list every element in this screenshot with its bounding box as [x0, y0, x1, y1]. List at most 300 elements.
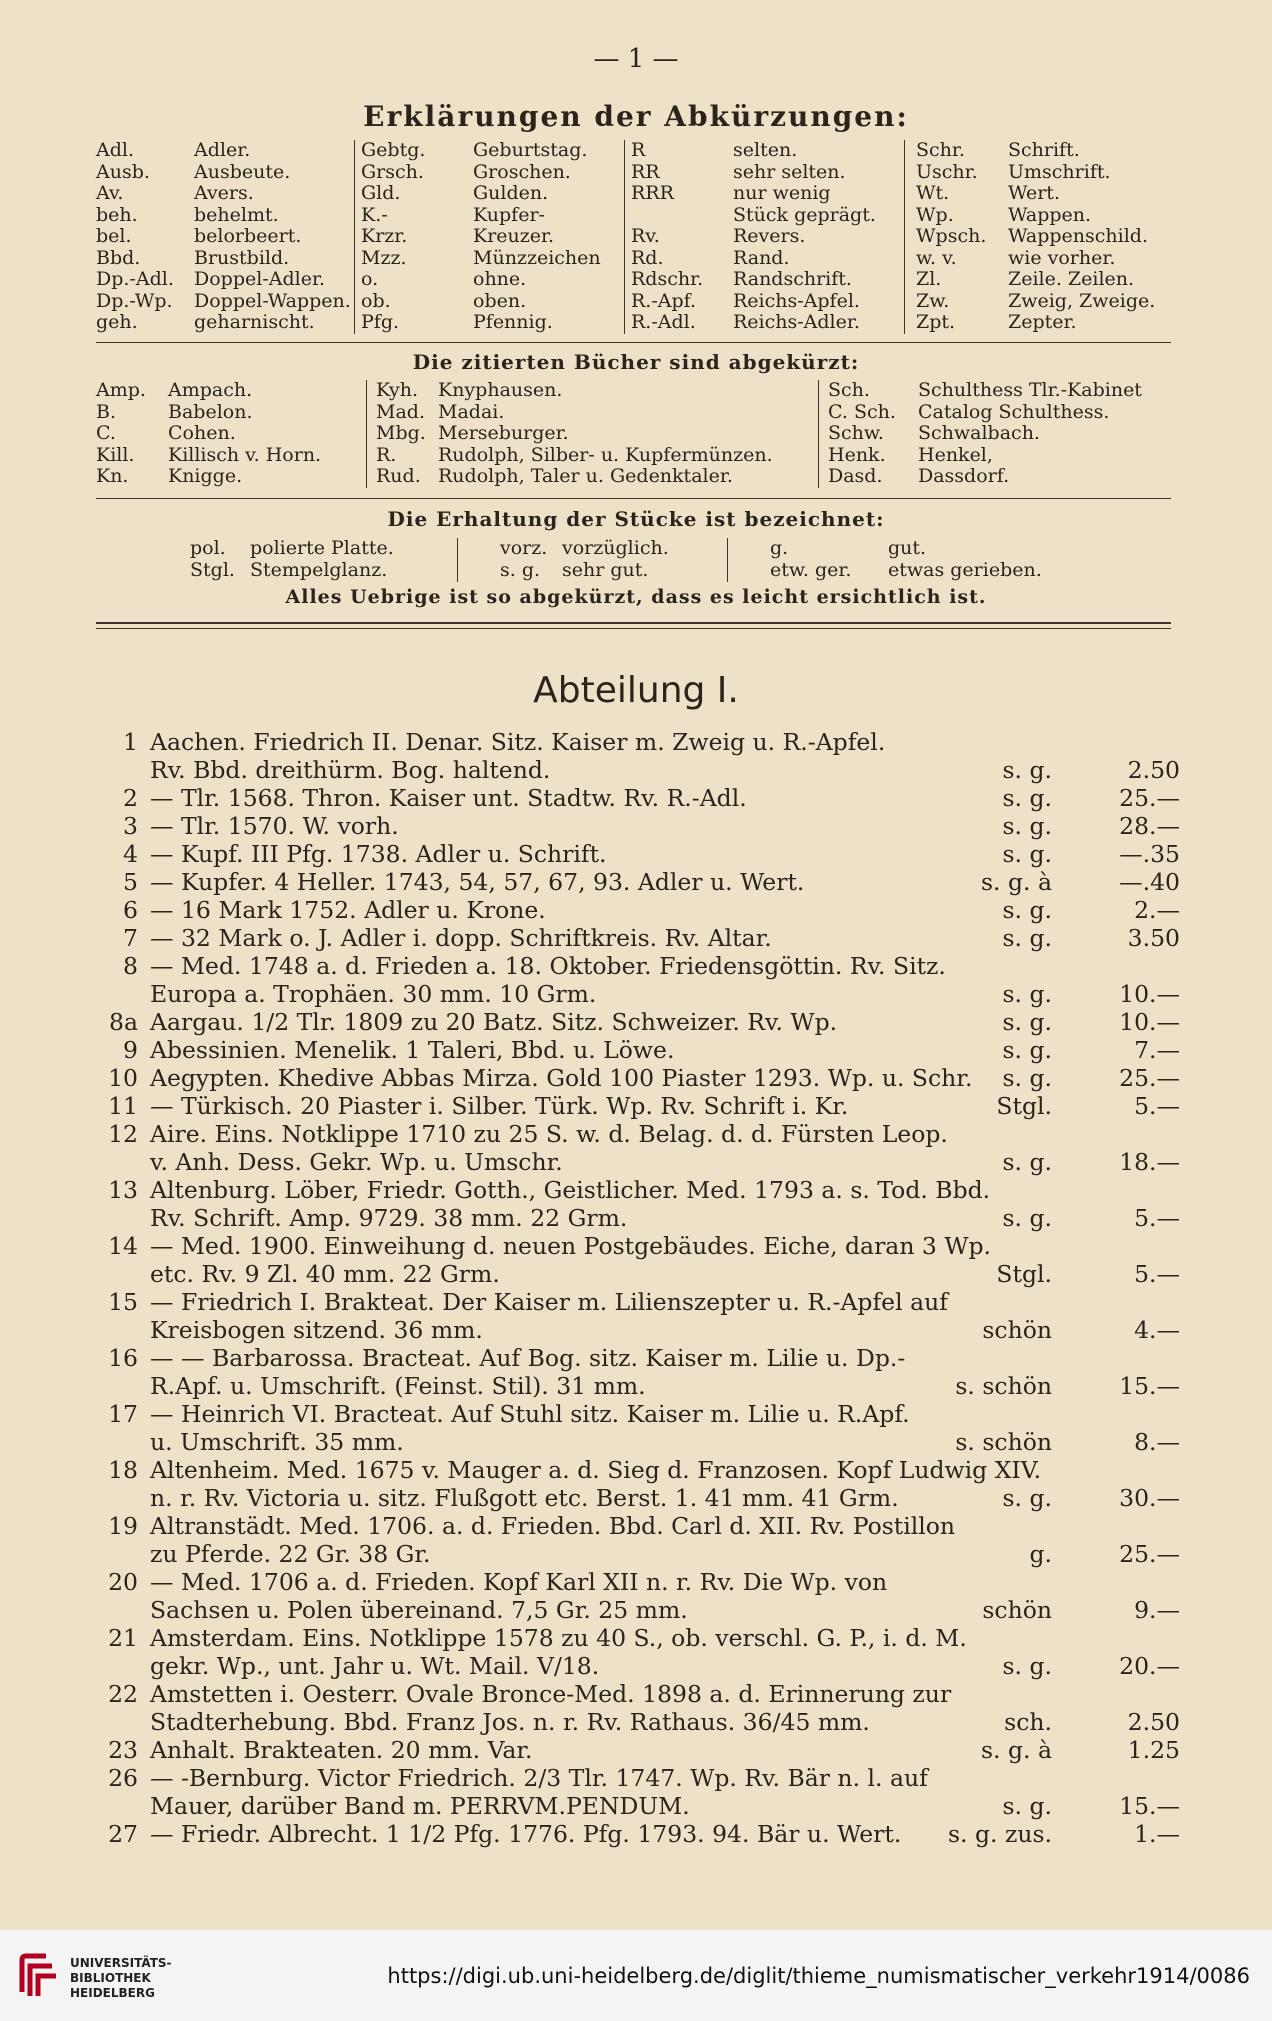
abbreviation: C. Sch. [828, 400, 896, 423]
abbreviation-row [828, 466, 1142, 488]
meaning: gut. [888, 537, 927, 559]
catalog-line [100, 1652, 1180, 1680]
catalog-line [100, 1680, 1180, 1708]
lot-description: Aargau. 1/2 Tlr. 1809 zu 20 Batz. Sitz. Schweizer. Rv. Wp. [150, 1008, 838, 1036]
lot-price: 18.— [1119, 1148, 1180, 1176]
abbreviation-row [96, 445, 321, 467]
lot-number: 8a [109, 1008, 138, 1036]
lot-description: — Friedr. Albrecht. 1 1/2 Pfg. 1776. Pfg. 1793. 94. Bär u. Wert. [150, 1820, 902, 1848]
lot-condition: s. g. [1002, 784, 1052, 812]
lot-description: n. r. Rv. Victoria u. sitz. Flußgott etc. Berst. 1. 41 mm. 41 Grm. [150, 1484, 899, 1512]
lot-number: 18 [108, 1456, 138, 1484]
abbreviation-row [96, 402, 321, 424]
abbreviation: Pfg. [361, 311, 400, 333]
column [631, 140, 876, 334]
abbreviation: pol. [190, 537, 226, 559]
abbreviation-row [916, 312, 1155, 334]
lot-price: 10.— [1119, 1008, 1180, 1036]
abbreviation: geh. [96, 311, 138, 333]
abbreviation: Gld. [361, 182, 401, 204]
abbreviation-row [916, 183, 1155, 205]
catalog-line [100, 1036, 1180, 1064]
lot-condition: s. g. [1002, 840, 1052, 868]
column [190, 538, 394, 581]
lot-number: 7 [123, 924, 138, 952]
column [376, 380, 773, 488]
meaning: Cohen. [168, 422, 236, 444]
abbreviation: o. [361, 268, 379, 290]
abbreviation: beh. [96, 203, 138, 226]
meaning: Randschrift. [733, 268, 852, 290]
catalog-line [100, 1092, 1180, 1120]
catalog-line [100, 952, 1180, 980]
catalog-line [100, 1568, 1180, 1596]
abbreviation-row [96, 162, 351, 184]
abbreviation: Rv. [631, 225, 660, 247]
lot-price: 8.— [1134, 1428, 1180, 1456]
abbreviation-row [828, 445, 1142, 467]
meaning: Zeile. Zeilen. [1008, 268, 1135, 290]
meaning: Knigge. [168, 465, 243, 487]
catalog-line [100, 896, 1180, 924]
meaning: Schulthess Tlr.-Kabinet [918, 379, 1142, 401]
abbreviation: Kn. [96, 465, 129, 487]
column [916, 140, 1155, 334]
abbreviation-row [96, 248, 351, 270]
page-url-link[interactable]: https://digi.ub.uni-heidelberg.de/diglit/thieme_numismatischer_verkehr1914/0086 [387, 1964, 1250, 1988]
column-separator [818, 380, 819, 488]
divider [96, 342, 1171, 343]
abbreviation: bel. [96, 225, 132, 247]
catalog-line [100, 1232, 1180, 1260]
catalog-line [100, 1596, 1180, 1624]
catalog-line [100, 1204, 1180, 1232]
abbreviation: Stgl. [190, 558, 235, 581]
lot-price: 7.— [1134, 1036, 1180, 1064]
abbreviation: Dp.-Wp. [96, 289, 173, 312]
abbreviation-row [190, 560, 394, 582]
abbreviation: Henk. [828, 443, 886, 466]
lot-condition: sch. [1004, 1708, 1052, 1736]
catalog-line [100, 980, 1180, 1008]
lot-condition: Stgl. [996, 1260, 1052, 1288]
lot-description: — -Bernburg. Victor Friedrich. 2/3 Tlr. 1747. Wp. Rv. Bär n. l. auf [150, 1764, 928, 1792]
lot-price: 15.— [1119, 1792, 1180, 1820]
meaning: Wappenschild. [1008, 225, 1148, 247]
catalog-line [100, 1344, 1180, 1372]
abbreviation-row [96, 291, 351, 313]
catalog-line [100, 1260, 1180, 1288]
catalog-line [100, 1428, 1180, 1456]
catalog-line [100, 1456, 1180, 1484]
lot-condition: Stgl. [996, 1092, 1052, 1120]
catalog-line [100, 756, 1180, 784]
lot-price: 10.— [1119, 980, 1180, 1008]
abbreviation: ob. [361, 289, 391, 312]
lot-condition: s. g. [1002, 756, 1052, 784]
lot-condition: g. [1029, 1540, 1052, 1568]
abbreviation: w. v. [916, 246, 957, 269]
lot-number: 19 [108, 1512, 138, 1540]
meaning: Killisch v. Horn. [168, 443, 322, 466]
divider [96, 498, 1171, 499]
lot-description: — 32 Mark o. J. Adler i. dopp. Schriftkreis. Rv. Altar. [150, 924, 772, 952]
lot-number: 2 [123, 784, 138, 812]
rest-note: Alles Uebrige ist so abgekürzt, dass es leicht ersichtlich ist. [285, 586, 987, 608]
meaning: Knyphausen. [438, 379, 563, 401]
catalog-line [100, 1736, 1180, 1764]
abbreviation: Mbg. [376, 422, 426, 444]
lot-condition: s. schön [955, 1372, 1052, 1400]
catalog-line [100, 1288, 1180, 1316]
meaning: nur wenig [733, 182, 831, 204]
catalog-line [100, 924, 1180, 952]
meaning: Reichs-Adler. [733, 311, 860, 333]
abbreviation-row [631, 183, 876, 205]
abbreviation-row [361, 291, 601, 313]
abbreviation: Amp. [96, 379, 146, 401]
catalog-line [100, 1540, 1180, 1568]
lot-price: 4.— [1134, 1316, 1180, 1344]
catalog-line [100, 1764, 1180, 1792]
abbreviation: Bbd. [96, 246, 141, 269]
abbreviation: RRR [631, 182, 674, 204]
column-separator [366, 380, 367, 488]
abbreviation: R [631, 139, 646, 161]
abbreviation: Kill. [96, 443, 135, 466]
lot-description: — Med. 1748 a. d. Frieden a. 18. Oktober. Friedensgöttin. Rv. Sitz. [150, 952, 946, 980]
meaning: Doppel-Adler. [194, 268, 325, 290]
lot-condition: s. g. [1002, 812, 1052, 840]
catalog-line [100, 1148, 1180, 1176]
abbreviation-row [361, 226, 601, 248]
lot-description: Altranstädt. Med. 1706. a. d. Frieden. Bbd. Carl d. XII. Rv. Postillon [150, 1512, 956, 1540]
lot-price: 5.— [1134, 1260, 1180, 1288]
lot-description: — Kupfer. 4 Heller. 1743, 54, 57, 67, 93. Adler u. Wert. [150, 868, 805, 896]
lot-number: 23 [108, 1736, 138, 1764]
lot-description: Sachsen u. Polen übereinand. 7,5 Gr. 25 mm. [150, 1596, 688, 1624]
column [361, 140, 601, 334]
lot-price: 30.— [1119, 1484, 1180, 1512]
abbreviation-row [916, 226, 1155, 248]
lot-description: — Med. 1706 a. d. Frieden. Kopf Karl XII n. r. Rv. Die Wp. von [150, 1568, 888, 1596]
lot-condition: s. g. [1002, 896, 1052, 924]
abbreviation: R.-Adl. [631, 311, 696, 333]
meaning: vorzüglich. [562, 537, 669, 559]
lot-description: — — Barbarossa. Bracteat. Auf Bog. sitz. Kaiser m. Lilie u. Dp.- [150, 1344, 906, 1372]
abbreviation: Mzz. [361, 246, 407, 269]
abbreviation-row [828, 380, 1142, 402]
abbreviation: Av. [96, 182, 124, 204]
lot-description: zu Pferde. 22 Gr. 38 Gr. [150, 1540, 431, 1568]
abbreviation-row [361, 248, 601, 270]
meaning: Kupfer- [473, 203, 545, 226]
abbreviation-row [916, 248, 1155, 270]
column [828, 380, 1142, 488]
abbreviation: Kyh. [376, 379, 418, 401]
abbreviation-row [361, 183, 601, 205]
abbreviation-row [376, 466, 773, 488]
abbreviation: Sch. [828, 379, 870, 401]
column-separator [354, 140, 355, 334]
lot-description: Europa a. Trophäen. 30 mm. 10 Grm. [150, 980, 597, 1008]
library-logo-icon [16, 1952, 60, 2000]
lot-number: 12 [108, 1120, 138, 1148]
abbreviation-row [631, 291, 876, 313]
catalog-line [100, 1176, 1180, 1204]
lot-description: gekr. Wp., unt. Jahr u. Wt. Mail. V/18. [150, 1652, 600, 1680]
lot-number: 5 [123, 868, 138, 896]
lot-description: Rv. Bbd. dreithürm. Bog. haltend. [150, 756, 551, 784]
abbreviation: Zw. [916, 289, 950, 312]
meaning: wie vorher. [1008, 246, 1116, 269]
meaning: Zepter. [1008, 311, 1077, 333]
lot-condition: s. g. [1002, 1148, 1052, 1176]
lot-description: v. Anh. Dess. Gekr. Wp. u. Umschr. [150, 1148, 563, 1176]
meaning: Schwalbach. [918, 422, 1040, 444]
lot-description: Altenheim. Med. 1675 v. Mauger a. d. Sieg d. Franzosen. Kopf Ludwig XIV. [150, 1456, 1042, 1484]
lot-price: 5.— [1134, 1204, 1180, 1232]
abbreviation-row [376, 423, 773, 445]
abbreviation-row [96, 183, 351, 205]
catalog-line [100, 1400, 1180, 1428]
abbreviation: Adl. [96, 139, 134, 161]
abbreviation: R.-Apf. [631, 289, 697, 312]
meaning: Henkel, [918, 443, 993, 466]
abbreviation: Wp. [916, 203, 954, 226]
abbreviation: g. [770, 537, 789, 559]
lot-number: 6 [123, 896, 138, 924]
meaning: Schrift. [1008, 139, 1080, 161]
lot-price: 15.— [1119, 1372, 1180, 1400]
meaning: Pfennig. [473, 311, 553, 333]
lot-description: Abessinien. Menelik. 1 Taleri, Bbd. u. Löwe. [150, 1036, 675, 1064]
abbreviation-row [96, 140, 351, 162]
abbreviation-row [190, 538, 394, 560]
lot-number: 21 [108, 1624, 138, 1652]
lot-description: — Tlr. 1570. W. vorh. [150, 812, 399, 840]
abbreviation-row [96, 312, 351, 334]
abbreviation: etw. ger. [770, 558, 852, 581]
section-title: Abteilung I. [533, 670, 739, 711]
abbreviation: RR [631, 160, 660, 183]
meaning: Geburtstag. [473, 139, 588, 161]
abbreviation: Gebtg. [361, 139, 426, 161]
meaning: Revers. [733, 225, 806, 247]
lot-condition: s. schön [955, 1428, 1052, 1456]
lot-number: 22 [108, 1680, 138, 1708]
lot-price: 5.— [1134, 1092, 1180, 1120]
lot-condition: schön [982, 1316, 1052, 1344]
condition-heading: Die Erhaltung der Stücke ist bezeichnet: [387, 507, 885, 531]
library-name: UNIVERSITÄTS- BIBLIOTHEK HEIDELBERG [70, 1956, 172, 2000]
abbreviation: C. [96, 422, 116, 444]
meaning: Rudolph, Silber- u. Kupfermünzen. [438, 443, 773, 466]
abbreviation: Rud. [376, 465, 421, 487]
abbreviation: Zpt. [916, 311, 956, 333]
lot-condition: s. g. à [981, 868, 1052, 896]
abbreviation-row [631, 312, 876, 334]
lot-number: 26 [108, 1764, 138, 1792]
abbreviation-row [916, 205, 1155, 227]
lot-number: 10 [108, 1064, 138, 1092]
lot-condition: s. g. à [981, 1736, 1052, 1764]
column [770, 538, 1042, 581]
abbreviation-row [828, 423, 1142, 445]
abbreviation-row [96, 205, 351, 227]
catalog-line [100, 1316, 1180, 1344]
lot-condition: s. g. [1002, 1008, 1052, 1036]
meaning: Wert. [1008, 182, 1060, 204]
divider [96, 622, 1171, 624]
meaning: Umschrift. [1008, 160, 1111, 183]
footer-bar [0, 1930, 1272, 2021]
lot-number: 27 [108, 1820, 138, 1848]
abbreviation-row [631, 269, 876, 291]
abbreviation: Dp.-Adl. [96, 268, 174, 290]
lot-description: Mauer, darüber Band m. PERRVM.PENDUM. [150, 1792, 690, 1820]
column-separator [727, 538, 728, 582]
lot-price: —.40 [1119, 868, 1180, 896]
lot-price: 25.— [1119, 1540, 1180, 1568]
column-separator [457, 538, 458, 582]
column [500, 538, 669, 581]
lot-condition: s. g. [1002, 980, 1052, 1008]
lot-description: — Heinrich VI. Bracteat. Auf Stuhl sitz. Kaiser m. Lilie u. R.Apf. [150, 1400, 910, 1428]
meaning: Stempelglanz. [250, 558, 388, 581]
meaning: Wappen. [1008, 203, 1092, 226]
abbreviation-row [361, 162, 601, 184]
abbreviation-row [376, 402, 773, 424]
abbreviation: Rd. [631, 246, 664, 269]
catalog-line [100, 1372, 1180, 1400]
meaning: Stück geprägt. [733, 203, 876, 226]
abbreviation: K.- [361, 203, 388, 226]
abbreviation: R. [376, 443, 397, 466]
lot-price: 20.— [1119, 1652, 1180, 1680]
catalog-line [100, 1624, 1180, 1652]
catalog-line [100, 1484, 1180, 1512]
meaning: Dassdorf. [918, 465, 1010, 487]
abbreviation-row [96, 380, 321, 402]
catalog-entries [100, 728, 1180, 1848]
meaning: Catalog Schulthess. [918, 400, 1110, 423]
divider [96, 628, 1171, 629]
lot-description: — Türkisch. 20 Piaster i. Silber. Türk. Wp. Rv. Schrift i. Kr. [150, 1092, 849, 1120]
lot-description: Aire. Eins. Notklippe 1710 zu 25 S. w. d. Belag. d. d. Fürsten Leop. [150, 1120, 948, 1148]
abbreviation: Zl. [916, 268, 942, 290]
lot-number: 20 [108, 1568, 138, 1596]
meaning: Babelon. [168, 400, 253, 423]
meaning: Zweig, Zweige. [1008, 289, 1156, 312]
abbreviation-row [361, 269, 601, 291]
abbreviation-row [376, 445, 773, 467]
lot-condition: s. g. [1002, 1064, 1052, 1092]
lot-price: 2.50 [1127, 1708, 1180, 1736]
abbreviation-row [96, 226, 351, 248]
abbreviation: Rdschr. [631, 268, 704, 290]
meaning: geharnischt. [194, 311, 315, 333]
books-heading: Die zitierten Bücher sind abgekürzt: [412, 350, 860, 374]
abbreviation: Ausb. [96, 160, 150, 183]
lot-description: Stadterhebung. Bbd. Franz Jos. n. r. Rv. Rathaus. 36/45 mm. [150, 1708, 870, 1736]
abbreviation-row [631, 248, 876, 270]
abbreviation-row [96, 269, 351, 291]
abbreviation-row [916, 162, 1155, 184]
abbreviation-row [631, 226, 876, 248]
meaning: etwas gerieben. [888, 558, 1042, 581]
abbreviation: Schw. [828, 422, 884, 444]
lot-description: Kreisbogen sitzend. 36 mm. [150, 1316, 483, 1344]
abbreviations-heading: Erklärungen der Abkürzungen: [363, 100, 909, 133]
lot-price: 2.50 [1127, 756, 1180, 784]
lot-price: 28.— [1119, 812, 1180, 840]
meaning: Adler. [194, 139, 251, 161]
meaning: belorbeert. [194, 225, 302, 247]
abbreviation: Uschr. [916, 160, 978, 183]
abbreviation: Wpsch. [916, 225, 987, 247]
lot-price: 9.— [1134, 1596, 1180, 1624]
abbreviation: B. [96, 400, 117, 423]
meaning: Brustbild. [194, 246, 290, 269]
lot-price: 25.— [1119, 1064, 1180, 1092]
lot-price: 2.— [1134, 896, 1180, 924]
column [96, 380, 321, 488]
meaning: Madai. [438, 400, 505, 423]
meaning: oben. [473, 289, 527, 312]
lot-price: —.35 [1119, 840, 1180, 868]
lot-description: — Tlr. 1568. Thron. Kaiser unt. Stadtw. Rv. R.-Adl. [150, 784, 747, 812]
abbreviation-row [631, 162, 876, 184]
meaning: Doppel-Wappen. [194, 289, 351, 312]
lot-number: 9 [123, 1036, 138, 1064]
abbreviation-row [361, 140, 601, 162]
lot-description: Altenburg. Löber, Friedr. Gotth., Geistlicher. Med. 1793 a. s. Tod. Bbd. [150, 1176, 991, 1204]
lot-condition: s. g. [1002, 1204, 1052, 1232]
column-separator [624, 140, 625, 334]
catalog-line [100, 728, 1180, 756]
lot-description: — Med. 1900. Einweihung d. neuen Postgebäudes. Eiche, daran 3 Wp. [150, 1232, 992, 1260]
abbreviation-row [770, 538, 1042, 560]
lot-condition: s. g. [1002, 1484, 1052, 1512]
abbreviation: Mad. [376, 400, 425, 423]
lot-number: 13 [108, 1176, 138, 1204]
catalog-line [100, 1120, 1180, 1148]
abbreviation-row [916, 291, 1155, 313]
lot-description: etc. Rv. 9 Zl. 40 mm. 22 Grm. [150, 1260, 500, 1288]
meaning: Kreuzer. [473, 225, 555, 247]
abbreviation-row [376, 380, 773, 402]
meaning: Gulden. [473, 182, 549, 204]
abbreviation: Dasd. [828, 465, 883, 487]
lot-description: — Kupf. III Pfg. 1738. Adler u. Schrift. [150, 840, 607, 868]
column [96, 140, 351, 334]
meaning: Münzzeichen [473, 246, 601, 269]
catalog-line [100, 1008, 1180, 1036]
lot-condition: s. g. [1002, 1652, 1052, 1680]
meaning: Ausbeute. [194, 160, 291, 183]
meaning: selten. [733, 139, 798, 161]
meaning: Groschen. [473, 160, 571, 183]
meaning: behelmt. [194, 203, 279, 226]
lot-price: 3.50 [1127, 924, 1180, 952]
abbreviation: Schr. [916, 139, 965, 161]
lot-price: 1.25 [1127, 1736, 1180, 1764]
lot-description: Anhalt. Brakteaten. 20 mm. Var. [150, 1736, 533, 1764]
lot-description: Aegypten. Khedive Abbas Mirza. Gold 100 Piaster 1293. Wp. u. Schr. [150, 1064, 973, 1092]
lot-number: 17 [108, 1400, 138, 1428]
abbreviation-row [631, 205, 876, 227]
